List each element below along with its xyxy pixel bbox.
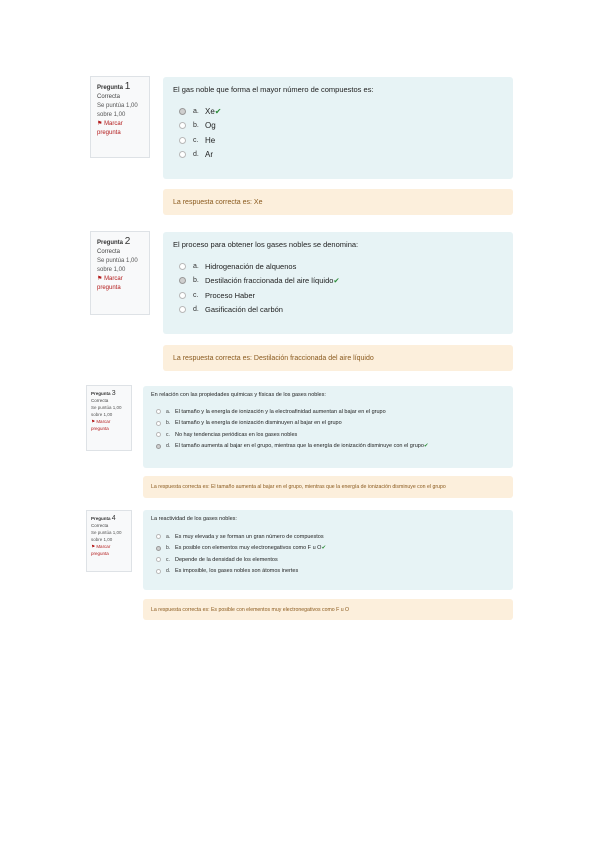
answer-option-1[interactable]: [173, 259, 503, 274]
question-grade: [91, 404, 127, 418]
answer-option-2[interactable]: [173, 274, 503, 289]
grade-line-2: sobre 1,00: [91, 412, 113, 417]
question-content: [163, 232, 513, 334]
flag-question-link[interactable]: [97, 120, 143, 138]
check-icon: ✔: [321, 545, 327, 552]
question-grade: [97, 257, 143, 275]
question-state: Correcta: [97, 249, 121, 255]
question-state: Correcta: [91, 398, 109, 403]
question-info: [86, 385, 132, 451]
question-number: [91, 390, 127, 397]
question-grade: [91, 529, 127, 543]
answer-option-4[interactable]: [173, 303, 503, 318]
answer-text: El tamaño aumenta al bajar en el grupo, mientras que la energía de ionización disminuye con el grupo: [175, 443, 424, 450]
check-icon: ✔: [214, 106, 222, 116]
flag-question-link[interactable]: [97, 275, 143, 293]
grade-line-2: sobre 1,00: [97, 267, 126, 273]
answer-text: El tamaño y la energía de ionización disminuyen al bajar en el grupo: [175, 420, 342, 427]
answer-letter: c.: [166, 431, 170, 438]
question-label: Pregunta: [97, 85, 124, 91]
answer-letter: d.: [166, 443, 171, 450]
question-number-value: 3: [111, 390, 116, 397]
flag-icon: ⚑: [91, 544, 96, 549]
answer-text: Gasificación del carbón: [205, 305, 283, 315]
flag-label-2: pregunta: [91, 551, 109, 556]
answer-text: El tamaño y la energía de ionización y la electroafinidad aumentan al bajar en el grupo: [175, 408, 386, 415]
correct-answer-feedback: [143, 476, 513, 498]
question-info: [90, 231, 150, 315]
correct-answer-feedback: [163, 189, 513, 215]
flag-label-1: Marcar: [96, 544, 111, 549]
flag-label-2: pregunta: [97, 130, 121, 136]
flag-label-1: Marcar: [104, 276, 123, 282]
answer-text: Proceso Haber: [205, 290, 256, 300]
answer-option-3[interactable]: [151, 554, 505, 566]
answer-option-3[interactable]: [151, 429, 505, 441]
answer-text: Ar: [205, 150, 213, 160]
answer-letter: b.: [193, 122, 199, 130]
answer-radio[interactable]: [156, 569, 161, 574]
flag-label-2: pregunta: [97, 285, 121, 291]
question-number: [97, 82, 143, 93]
answer-option-4[interactable]: [151, 566, 505, 578]
check-icon: ✔: [423, 443, 429, 450]
answer-list: [151, 406, 505, 452]
grade-line-1: Se puntúa 1,00: [97, 258, 138, 264]
answer-letter: a.: [193, 107, 199, 115]
answer-option-3[interactable]: [173, 133, 503, 148]
question-state: Correcta: [97, 94, 121, 100]
flag-icon: ⚑: [97, 121, 103, 127]
answer-list: [173, 104, 503, 162]
answer-letter: a.: [166, 408, 171, 415]
answer-option-1[interactable]: [173, 104, 503, 119]
question-label: Pregunta: [91, 391, 111, 396]
flag-label-2: pregunta: [91, 426, 109, 431]
feedback-text: La respuesta correcta es: Xe: [173, 198, 263, 206]
answer-radio[interactable]: [179, 277, 186, 284]
question-label: Pregunta: [91, 516, 111, 521]
answer-option-2[interactable]: [151, 418, 505, 430]
answer-text: Xe: [205, 106, 215, 116]
correct-answer-feedback: [163, 345, 513, 371]
question-grade: [97, 102, 143, 120]
feedback-text: La respuesta correcta es: Destilación fraccionada del aire líquido: [173, 354, 374, 362]
answer-radio[interactable]: [156, 546, 161, 551]
answer-text: Hidrogenación de alquenos: [205, 261, 297, 271]
answer-radio[interactable]: [179, 306, 186, 313]
answer-letter: d.: [193, 306, 199, 314]
check-icon: ✔: [333, 276, 340, 286]
question-content: [163, 77, 513, 179]
answer-text: Es imposible, los gases nobles son átomos inertes: [175, 568, 299, 575]
question-number-value: 2: [124, 236, 131, 247]
answer-radio[interactable]: [179, 292, 186, 299]
answer-radio[interactable]: [179, 151, 186, 158]
question-number-value: 4: [111, 515, 116, 522]
answer-letter: b.: [166, 545, 171, 552]
answer-letter: a.: [166, 533, 171, 540]
answer-text: No hay tendencias periódicas en los gases nobles: [175, 431, 298, 438]
answer-text: Es muy elevada y se forman un gran número de compuestos: [175, 533, 324, 540]
answer-radio[interactable]: [156, 432, 161, 437]
answer-option-3[interactable]: [173, 288, 503, 303]
flag-question-link[interactable]: [91, 418, 127, 432]
answer-letter: c.: [166, 556, 170, 563]
question-text: El proceso para obtener los gases nobles se denomina:: [173, 240, 359, 249]
question-info: [90, 76, 150, 158]
grade-line-1: Se puntúa 1,00: [91, 405, 122, 410]
flag-label-1: Marcar: [104, 121, 123, 127]
feedback-text: La respuesta correcta es: Es posible con elementos muy electronegativos como F u O: [151, 606, 350, 613]
answer-radio[interactable]: [156, 444, 161, 449]
question-number: [91, 515, 127, 522]
question-number: [97, 237, 143, 248]
flag-question-link[interactable]: [91, 543, 127, 557]
flag-label-1: Marcar: [96, 419, 111, 424]
question-text: El gas noble que forma el mayor número de compuestos es:: [173, 85, 374, 94]
answer-letter: d.: [193, 151, 199, 159]
grade-line-2: sobre 1,00: [91, 537, 113, 542]
question-content: [143, 386, 513, 468]
grade-line-1: Se puntúa 1,00: [97, 103, 138, 109]
question-text: En relación con las propiedades químicas y físicas de los gases nobles:: [151, 392, 326, 398]
question-label: Pregunta: [97, 240, 124, 246]
answer-radio[interactable]: [179, 263, 186, 270]
answer-text: Depende de la densidad de los elementos: [175, 556, 278, 563]
question-number-value: 1: [124, 81, 131, 92]
answer-option-2[interactable]: [173, 119, 503, 134]
correct-answer-feedback: [143, 599, 513, 620]
answer-option-1[interactable]: [151, 531, 505, 543]
answer-text: Og: [205, 121, 216, 131]
answer-letter: c.: [193, 136, 199, 144]
answer-radio[interactable]: [156, 557, 161, 562]
answer-text: He: [205, 135, 216, 145]
answer-radio[interactable]: [156, 409, 161, 414]
answer-radio[interactable]: [179, 137, 186, 144]
answer-letter: c.: [193, 291, 199, 299]
question-text: La reactividad de los gases nobles:: [151, 516, 237, 522]
answer-option-4[interactable]: [173, 148, 503, 163]
answer-option-2[interactable]: [151, 543, 505, 555]
feedback-text: La respuesta correcta es: El tamaño aumenta al bajar en el grupo, mientras que la energía de ionización disminuye con el grupo: [151, 484, 446, 490]
answer-radio[interactable]: [156, 534, 161, 539]
answer-option-1[interactable]: [151, 406, 505, 418]
answer-letter: b.: [166, 420, 171, 427]
flag-icon: ⚑: [97, 276, 103, 282]
question-content: [143, 510, 513, 590]
answer-list: [151, 531, 505, 577]
question-info: [86, 510, 132, 572]
answer-radio[interactable]: [156, 421, 161, 426]
answer-list: [173, 259, 503, 317]
answer-text: Destilación fraccionada del aire líquido: [205, 276, 334, 286]
flag-icon: ⚑: [91, 419, 96, 424]
answer-letter: a.: [193, 262, 199, 270]
answer-radio[interactable]: [179, 108, 186, 115]
question-state: Correcta: [91, 523, 109, 528]
answer-letter: b.: [193, 277, 199, 285]
answer-text: Es posible con elementos muy electronegativos como F u O: [175, 545, 322, 552]
answer-letter: d.: [166, 568, 171, 575]
answer-option-4[interactable]: [151, 441, 505, 453]
grade-line-1: Se puntúa 1,00: [91, 530, 122, 535]
grade-line-2: sobre 1,00: [97, 112, 126, 118]
answer-radio[interactable]: [179, 122, 186, 129]
